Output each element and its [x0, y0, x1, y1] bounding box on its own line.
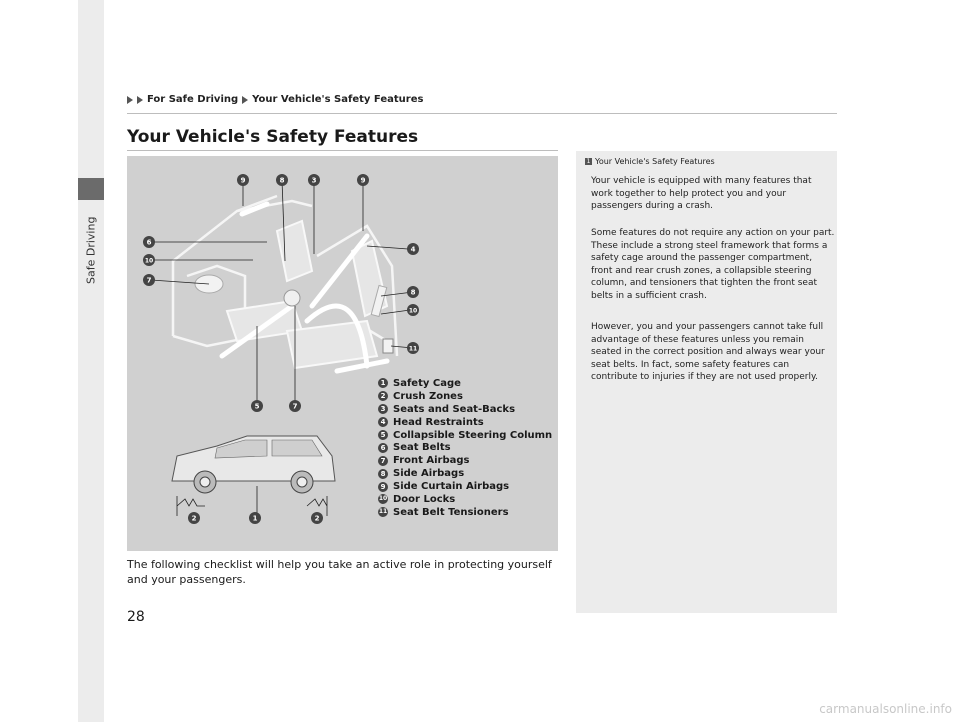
- callout-label: 9: [360, 176, 366, 185]
- watermark: carmanualsonline.info: [819, 702, 952, 716]
- legend-item: 3 Seats and Seat-Backs: [378, 403, 552, 416]
- legend-item: 8 Side Airbags: [378, 467, 552, 480]
- page-number: 28: [127, 609, 145, 625]
- side-tab-marker: [78, 178, 104, 200]
- side-tab: [78, 0, 104, 722]
- breadcrumb-item[interactable]: Your Vehicle's Safety Features: [252, 94, 424, 105]
- vehicle-exterior-illustration: [172, 436, 335, 516]
- legend-item: 4 Head Restraints: [378, 416, 552, 429]
- callout-label: 6: [146, 238, 152, 247]
- intro-paragraph: The following checklist will help you take an active role in protecting yourself and your passengers.: [127, 558, 552, 586]
- figure-legend: [378, 377, 552, 519]
- legend-item: 7 Front Airbags: [378, 454, 552, 467]
- callout-label: 7: [292, 402, 298, 411]
- callout-label: 9: [240, 176, 246, 185]
- callout-label: 2: [191, 514, 197, 523]
- callout-label: 1: [252, 514, 258, 523]
- callout-label: 8: [279, 176, 285, 185]
- callout-label: 3: [311, 176, 317, 185]
- callout-label: 8: [410, 288, 416, 297]
- front-airbag-shape: [195, 275, 223, 293]
- callout-label: 4: [410, 245, 416, 254]
- note-heading: 1 Your Vehicle's Safety Features: [586, 157, 715, 166]
- note-paragraph: However, you and your passengers cannot take full advantage of these features unless you remain seated in the correct position and always wear your seat belts. In fact, some safety features can contribute to injuries if they are not used properly.: [591, 322, 825, 383]
- note-reference-icon: 1: [586, 158, 591, 165]
- breadcrumb-arrow-icon: [137, 96, 143, 104]
- title-divider: [127, 150, 558, 151]
- callout-label: 10: [144, 257, 154, 265]
- header-divider: [127, 113, 837, 114]
- legend-item: 9 Side Curtain Airbags: [378, 480, 552, 493]
- callout-label: 11: [408, 345, 418, 353]
- legend-item: 10 Door Locks: [378, 493, 456, 505]
- legend-item: 6 Seat Belts: [378, 441, 552, 454]
- breadcrumb-item[interactable]: For Safe Driving: [147, 94, 239, 105]
- callout-label: 5: [254, 402, 260, 411]
- callout-label: 10: [408, 307, 418, 315]
- breadcrumb-arrow-icon: [127, 96, 133, 104]
- legend-item: 5 Collapsible Steering Column: [378, 429, 552, 442]
- breadcrumb: [127, 94, 423, 105]
- car-callout-markers: [188, 512, 323, 524]
- page-title: Your Vehicle's Safety Features: [127, 127, 419, 147]
- note-sidebar: [576, 151, 837, 613]
- side-tab-label: Safe Driving: [84, 216, 98, 284]
- legend-item: 11 Seat Belt Tensioners: [378, 506, 509, 518]
- legend-item: 1 Safety Cage: [378, 377, 552, 390]
- callout-label: 7: [146, 276, 152, 285]
- breadcrumb-arrow-icon: [242, 96, 248, 104]
- callout-label: 2: [314, 514, 320, 523]
- legend-item: 2 Crush Zones: [378, 390, 552, 403]
- steering-wheel: [284, 290, 300, 306]
- note-paragraph: Your vehicle is equipped with many features that work together to help protect you and your passengers during a crash.: [591, 176, 812, 212]
- note-paragraph: Some features do not require any action on your part. These include a strong steel framework that forms a safety cage around the passenger compartment, front and rear crush zones, a collapsible steering column, and tensioners that tighten the front seat belts in a sufficient crash.: [591, 228, 835, 301]
